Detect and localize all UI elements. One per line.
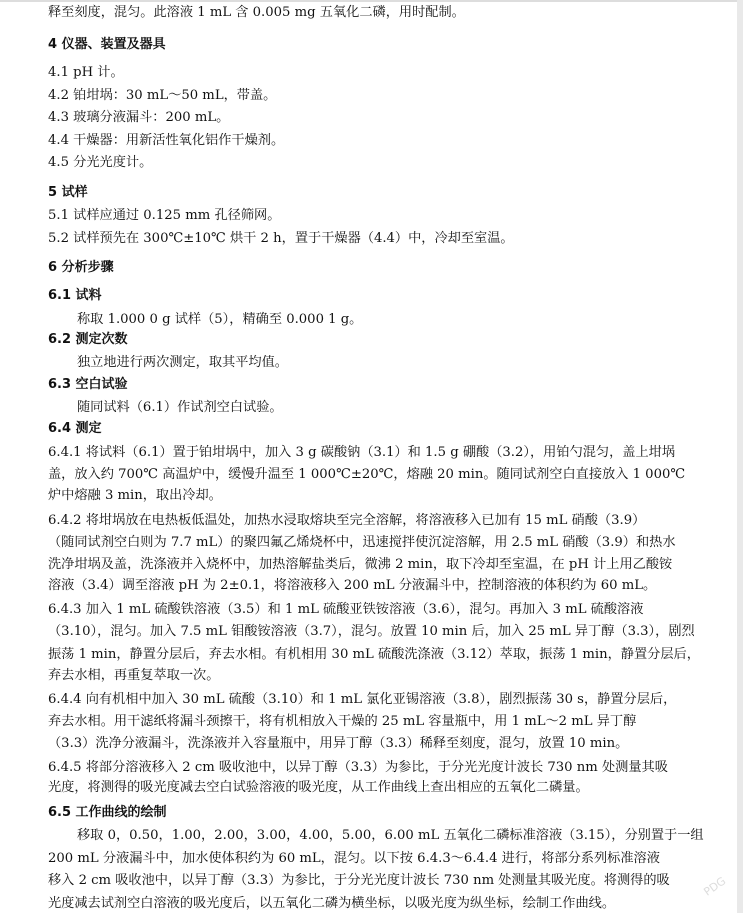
- section-heading: 4 仪器、装置及器具: [48, 37, 166, 52]
- text-line: 移取 0，0.50，1.00，2.00，3.00，4.00，5.00，6.00 mL 五氧化二磷标准溶液（3.15），分别置于一组: [77, 828, 704, 843]
- text-line: 释至刻度，混匀。此溶液 1 mL 含 0.005 mg 五氧化二磷，用时配制。: [48, 5, 465, 20]
- text-line: 炉中熔融 3 min，取出冷却。: [48, 488, 222, 503]
- watermark-text: PDG: [701, 874, 729, 899]
- section-heading: 5 试样: [48, 185, 88, 200]
- text-line: 5.1 试样应通过 0.125 mm 孔径筛网。: [48, 208, 281, 223]
- text-line: 4.4 干燥器：用新活性氧化铝作干燥剂。: [48, 133, 285, 148]
- text-line: （3.10），混匀。加入 7.5 mL 钼酸铵溶液（3.7），混匀。放置 10 min 后，加入 25 mL 异丁醇（3.3），剧烈: [48, 624, 695, 639]
- text-line: 振荡 1 min，静置分层后，弃去水相。有机相用 30 mL 硫酸洗涤液（3.12）萃取，振荡 1 min，静置分层后，: [48, 647, 700, 662]
- section-heading: 6.1 试料: [48, 288, 102, 303]
- text-line: 洗净坩埚及盖，洗涤液并入烧杯中，加热溶解盐类后，微沸 2 min，取下冷却至室温，在 pH 计上用乙酸铵: [48, 557, 673, 572]
- section-heading: 6 分析步骤: [48, 260, 114, 275]
- text-line: 随同试料（6.1）作试剂空白试验。: [77, 400, 283, 415]
- text-line: 6.4.4 向有机相中加入 30 mL 硫酸（3.10）和 1 mL 氯化亚锡溶液（3.8），剧烈振荡 30 s，静置分层后，: [48, 692, 677, 707]
- section-heading: 6.5 工作曲线的绘制: [48, 805, 167, 820]
- text-line: 5.2 试样预先在 300℃±10℃ 烘干 2 h，置于干燥器（4.4）中，冷却至室温。: [48, 231, 514, 246]
- text-line: 6.4.5 将部分溶液移入 2 cm 吸收池中，以异丁醇（3.3）为参比，于分光光度计波长 730 nm 处测量其吸: [48, 760, 668, 775]
- text-line: 溶液（3.4）调至溶液 pH 为 2±0.1，将溶液移入 200 mL 分液漏斗中，控制溶液的体积约为 60 mL。: [48, 578, 657, 593]
- top-edge: [0, 0, 743, 2]
- text-line: 独立地进行两次测定，取其平均值。: [77, 355, 288, 370]
- text-line: 4.3 玻璃分液漏斗：200 mL。: [48, 110, 230, 125]
- text-line: 弃去水相。用干滤纸将漏斗颈擦干，将有机相放入干燥的 25 mL 容量瓶中，用 1 mL～2 mL 异丁醇: [48, 714, 637, 729]
- text-line: 称取 1.000 0 g 试样（5），精确至 0.000 1 g。: [77, 312, 363, 327]
- text-line: 6.4.3 加入 1 mL 硫酸铁溶液（3.5）和 1 mL 硫酸亚铁铵溶液（3.6），混匀。再加入 3 mL 硫酸溶液: [48, 602, 644, 617]
- section-heading: 6.4 测定: [48, 421, 102, 436]
- text-line: 6.4.2 将坩埚放在电热板低温处，加热水浸取熔块至完全溶解，将溶液移入已加有 15 mL 硝酸（3.9）: [48, 513, 646, 528]
- text-line: 光度，将测得的吸光度减去空白试验溶液的吸光度，从工作曲线上查出相应的五氧化二磷量。: [48, 780, 589, 795]
- text-line: 4.1 pH 计。: [48, 65, 124, 80]
- text-line: （随同试剂空白则为 7.7 mL）的聚四氟乙烯烧杯中，迅速搅拌使沉淀溶解，用 2.5 mL 硝酸（3.9）和热水: [48, 535, 676, 550]
- text-line: 200 mL 分液漏斗中，加水使体积约为 60 mL，混匀。以下按 6.4.3～6.4.4 进行，将部分系列标准溶液: [48, 851, 660, 866]
- text-line: 4.2 铂坩埚：30 mL～50 mL，带盖。: [48, 88, 277, 103]
- text-line: 光度减去试剂空白溶液的吸光度后，以五氧化二磷为横坐标，以吸光度为纵坐标，绘制工作曲线。: [48, 896, 616, 911]
- scan-edge: [737, 0, 743, 913]
- text-line: 盖，放入约 700℃ 高温炉中，缓慢升温至 1 000℃±20℃，熔融 20 min。随同试剂空白直接放入 1 000℃: [48, 467, 686, 482]
- text-line: 4.5 分光光度计。: [48, 155, 153, 170]
- text-line: 6.4.1 将试料（6.1）置于铂坩埚中，加入 3 g 碳酸钠（3.1）和 1.5 g 硼酸（3.2），用铂勺混匀，盖上坩埚: [48, 445, 676, 460]
- text-line: 移入 2 cm 吸收池中，以异丁醇（3.3）为参比，于分光光度计波长 730 nm 处测量其吸光度。将测得的吸: [48, 873, 670, 888]
- section-heading: 6.3 空白试验: [48, 377, 128, 392]
- text-line: （3.3）洗净分液漏斗，洗涤液并入容量瓶中，用异丁醇（3.3）稀释至刻度，混匀，放置 10 min。: [48, 736, 629, 751]
- section-heading: 6.2 测定次数: [48, 332, 128, 347]
- text-line: 弃去水相，再重复萃取一次。: [48, 668, 220, 683]
